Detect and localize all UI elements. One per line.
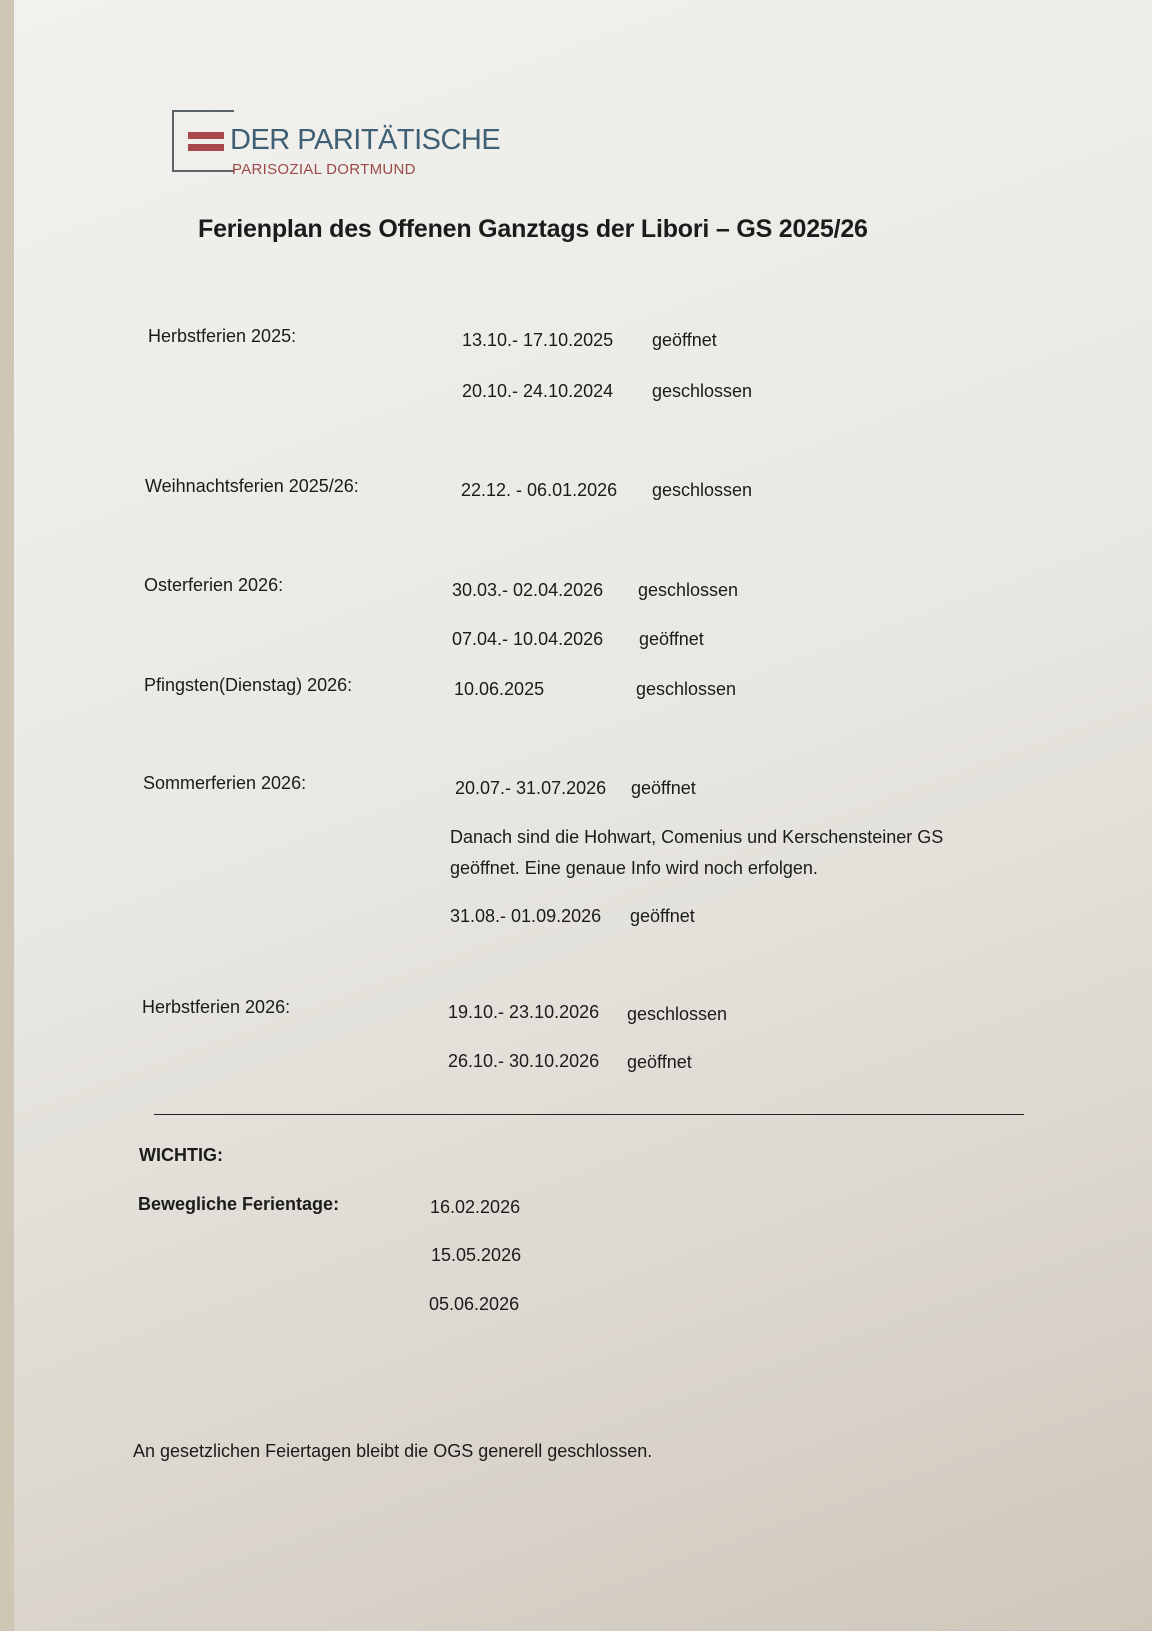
document-page (14, 0, 1152, 1631)
period-label-ostern: Osterferien 2026: (144, 575, 284, 595)
period-label-herbst-2025: Herbstferien 2025: (148, 326, 297, 346)
period-status: geschlossen (636, 679, 737, 699)
period-status: geschlossen (627, 1004, 728, 1024)
period-status: geöffnet (639, 629, 704, 649)
period-note: geöffnet. Eine genaue Info wird noch erfolgen. (450, 858, 818, 878)
logo-bar-icon (188, 132, 224, 139)
period-dates: 13.10.- 17.10.2025 (462, 330, 614, 350)
period-status: geöffnet (627, 1052, 692, 1072)
period-status: geöffnet (630, 906, 695, 926)
important-heading: WICHTIG: (139, 1145, 223, 1165)
period-dates: 20.10.- 24.10.2024 (462, 381, 614, 401)
period-label-herbst-2026: Herbstferien 2026: (142, 997, 291, 1017)
period-status: geöffnet (631, 778, 696, 798)
period-dates: 31.08.- 01.09.2026 (450, 906, 602, 926)
period-dates: 22.12. - 06.01.2026 (461, 480, 618, 500)
period-dates: 19.10.- 23.10.2026 (448, 1002, 600, 1022)
period-status: geöffnet (652, 330, 717, 350)
period-dates: 07.04.- 10.04.2026 (452, 629, 604, 649)
period-status: geschlossen (652, 480, 753, 500)
period-label-pfingsten: Pfingsten(Dienstag) 2026: (144, 675, 353, 695)
period-dates: 26.10.- 30.10.2026 (448, 1051, 600, 1071)
period-label-sommer: Sommerferien 2026: (143, 773, 307, 793)
logo-name: DER PARITÄTISCHE (230, 124, 501, 156)
period-note: Danach sind die Hohwart, Comenius und Kerschensteiner GS (450, 827, 944, 847)
movable-days-label: Bewegliche Ferientage: (138, 1194, 340, 1214)
logo-subtitle: PARISOZIAL DORTMUND (232, 161, 416, 178)
period-dates: 20.07.- 31.07.2026 (455, 778, 607, 798)
logo-frame-icon (172, 110, 234, 172)
period-label-weihnachten: Weihnachtsferien 2025/26: (145, 476, 359, 496)
period-status: geschlossen (638, 580, 739, 600)
footer-note: An gesetzlichen Feiertagen bleibt die OGS generell geschlossen. (133, 1441, 653, 1461)
movable-day-date: 16.02.2026 (430, 1197, 521, 1217)
paritaetische-logo (172, 108, 517, 178)
period-dates: 10.06.2025 (454, 679, 545, 699)
period-status: geschlossen (652, 381, 753, 401)
page-title: Ferienplan des Offenen Ganztags der Libori – GS 2025/26 (198, 215, 868, 243)
movable-day-date: 15.05.2026 (431, 1245, 522, 1265)
logo-bar-icon (188, 144, 224, 151)
period-dates: 30.03.- 02.04.2026 (452, 580, 604, 600)
divider (154, 1114, 1024, 1115)
movable-day-date: 05.06.2026 (429, 1294, 520, 1314)
